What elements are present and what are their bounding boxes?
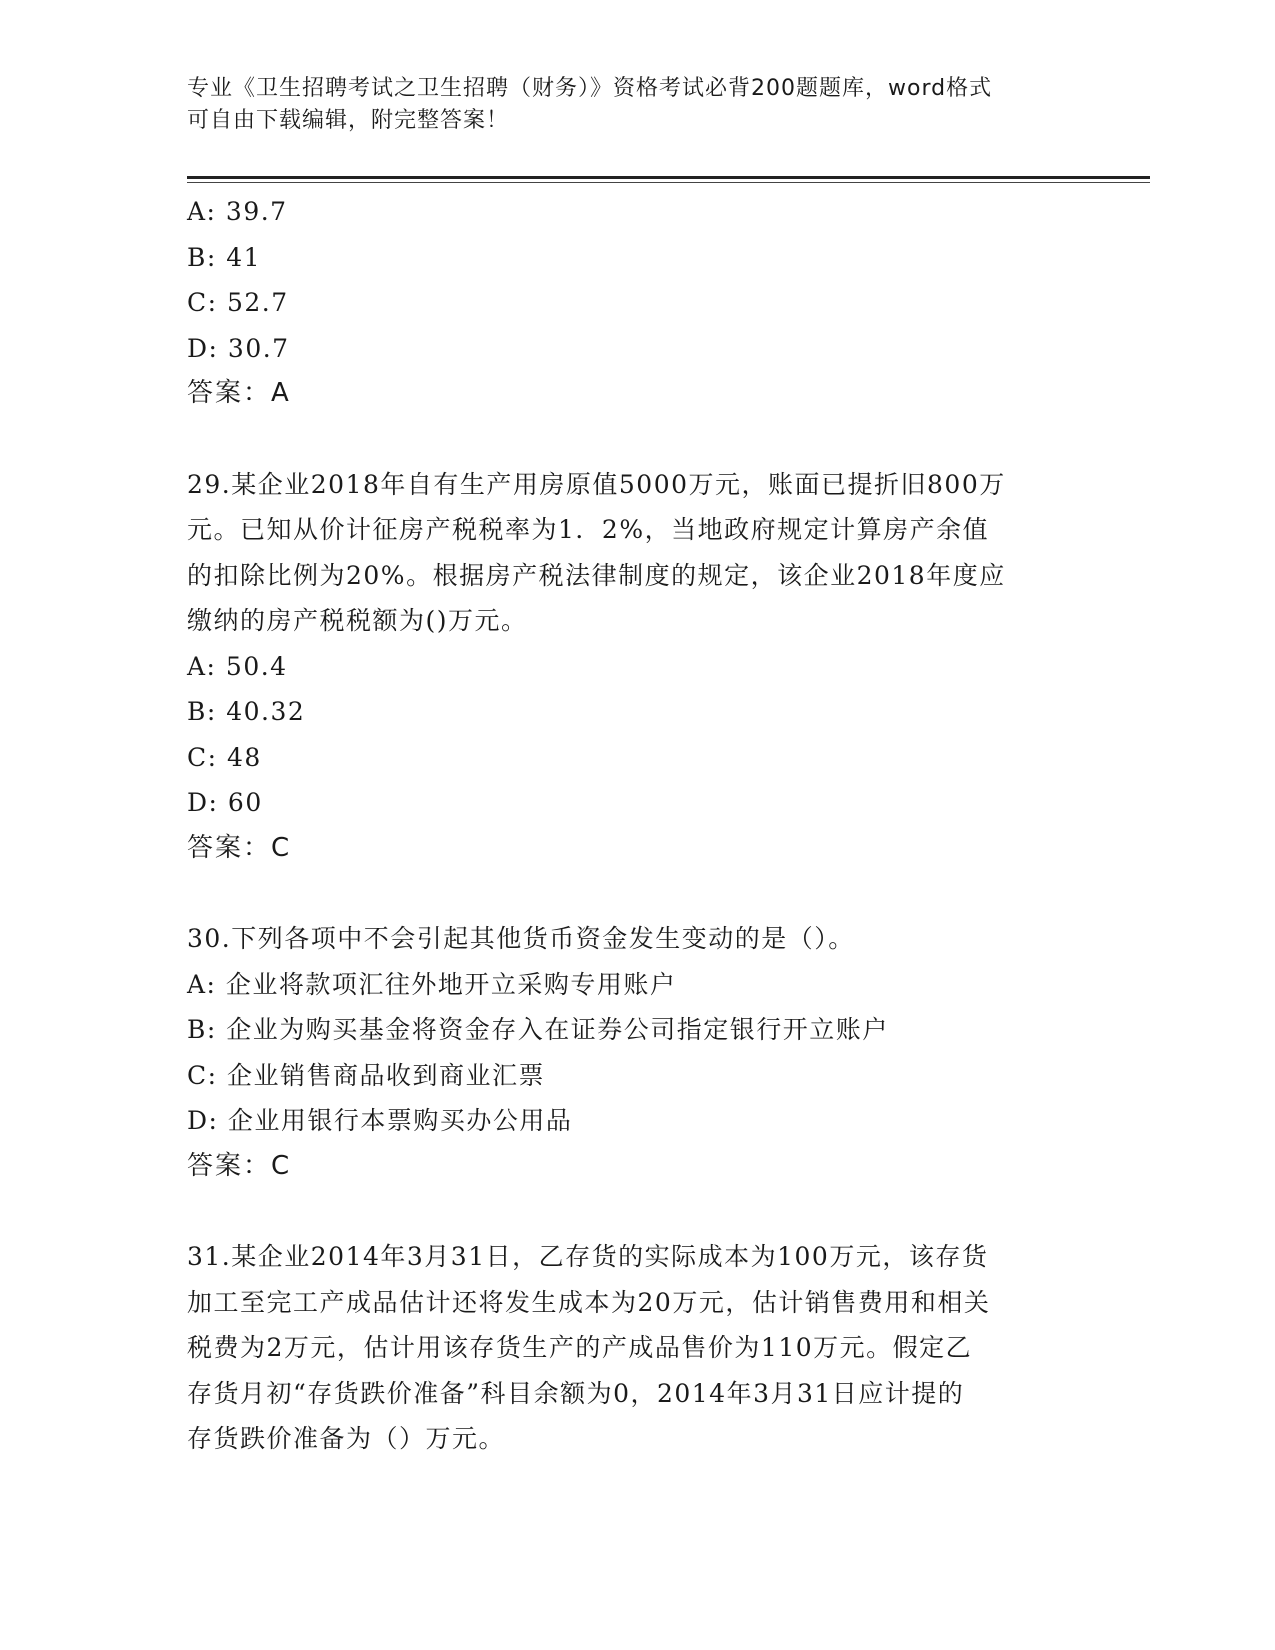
question-28-remainder (187, 189, 1087, 417)
option-d: D: 30.7 (187, 333, 290, 363)
answer-line: 答案：A (187, 378, 291, 408)
question-text-line: 30.下列各项中不会引起其他货币资金发生变动的是（）。 (187, 924, 855, 953)
option-b: B: 41 (187, 242, 262, 272)
question-text-line: 缴纳的房产税税额为()万元。 (187, 606, 528, 635)
option-c: C: 企业销售商品收到商业汇票 (187, 1060, 545, 1090)
question-text-line: 存货月初“存货跌价准备”科目余额为0，2014年3月31日应计提的 (187, 1378, 965, 1408)
option-b: B: 企业为购买基金将资金存入在证券公司指定银行开立账户 (187, 1015, 889, 1044)
question-text-line: 存货跌价准备为（）万元。 (187, 1424, 506, 1453)
header-line-2: 可自由下载编辑，附完整答案！ (187, 108, 510, 133)
question-text-line: 税费为2万元，估计用该存货生产的产成品售价为110万元。假定乙 (187, 1333, 973, 1362)
option-b: B: 40.32 (187, 697, 306, 726)
question-text-line: 的扣除比例为20%。根据房产税法律制度的规定，该企业2018年度应 (187, 560, 1006, 590)
option-d: D: 60 (187, 788, 263, 817)
option-c: C: 52.7 (187, 288, 289, 317)
answer-line: 答案：C (187, 832, 292, 863)
question-text-line: 29.某企业2018年自有生产用房原值5000万元，账面已提折旧800万 (187, 469, 1006, 499)
option-a: A: 39.7 (187, 197, 288, 226)
option-d: D: 企业用银行本票购买办公用品 (187, 1106, 573, 1135)
question-text-line: 元。已知从价计征房产税税率为1．2%，当地政府规定计算房产余值 (187, 515, 990, 544)
question-31 (187, 1234, 1087, 1462)
question-text-line: 加工至完工产成品估计还将发生成本为20万元，估计销售费用和相关 (187, 1287, 991, 1317)
question-text-line: 31.某企业2014年3月31日，乙存货的实际成本为100万元，该存货 (187, 1242, 989, 1271)
header-line-1: 专业《卫生招聘考试之卫生招聘（财务）》资格考试必背200题题库，word格式 (187, 76, 993, 101)
question-30 (187, 916, 1087, 1189)
header-rule-thick (187, 176, 1150, 179)
document-header (187, 73, 1087, 137)
answer-line: 答案：C (187, 1150, 292, 1181)
document-body (187, 189, 1087, 1462)
option-a: A: 50.4 (187, 651, 288, 681)
option-c: C: 48 (187, 742, 262, 772)
question-29 (187, 462, 1087, 872)
option-a: A: 企业将款项汇往外地开立采购专用账户 (187, 969, 677, 999)
header-rule-thin (187, 182, 1150, 183)
